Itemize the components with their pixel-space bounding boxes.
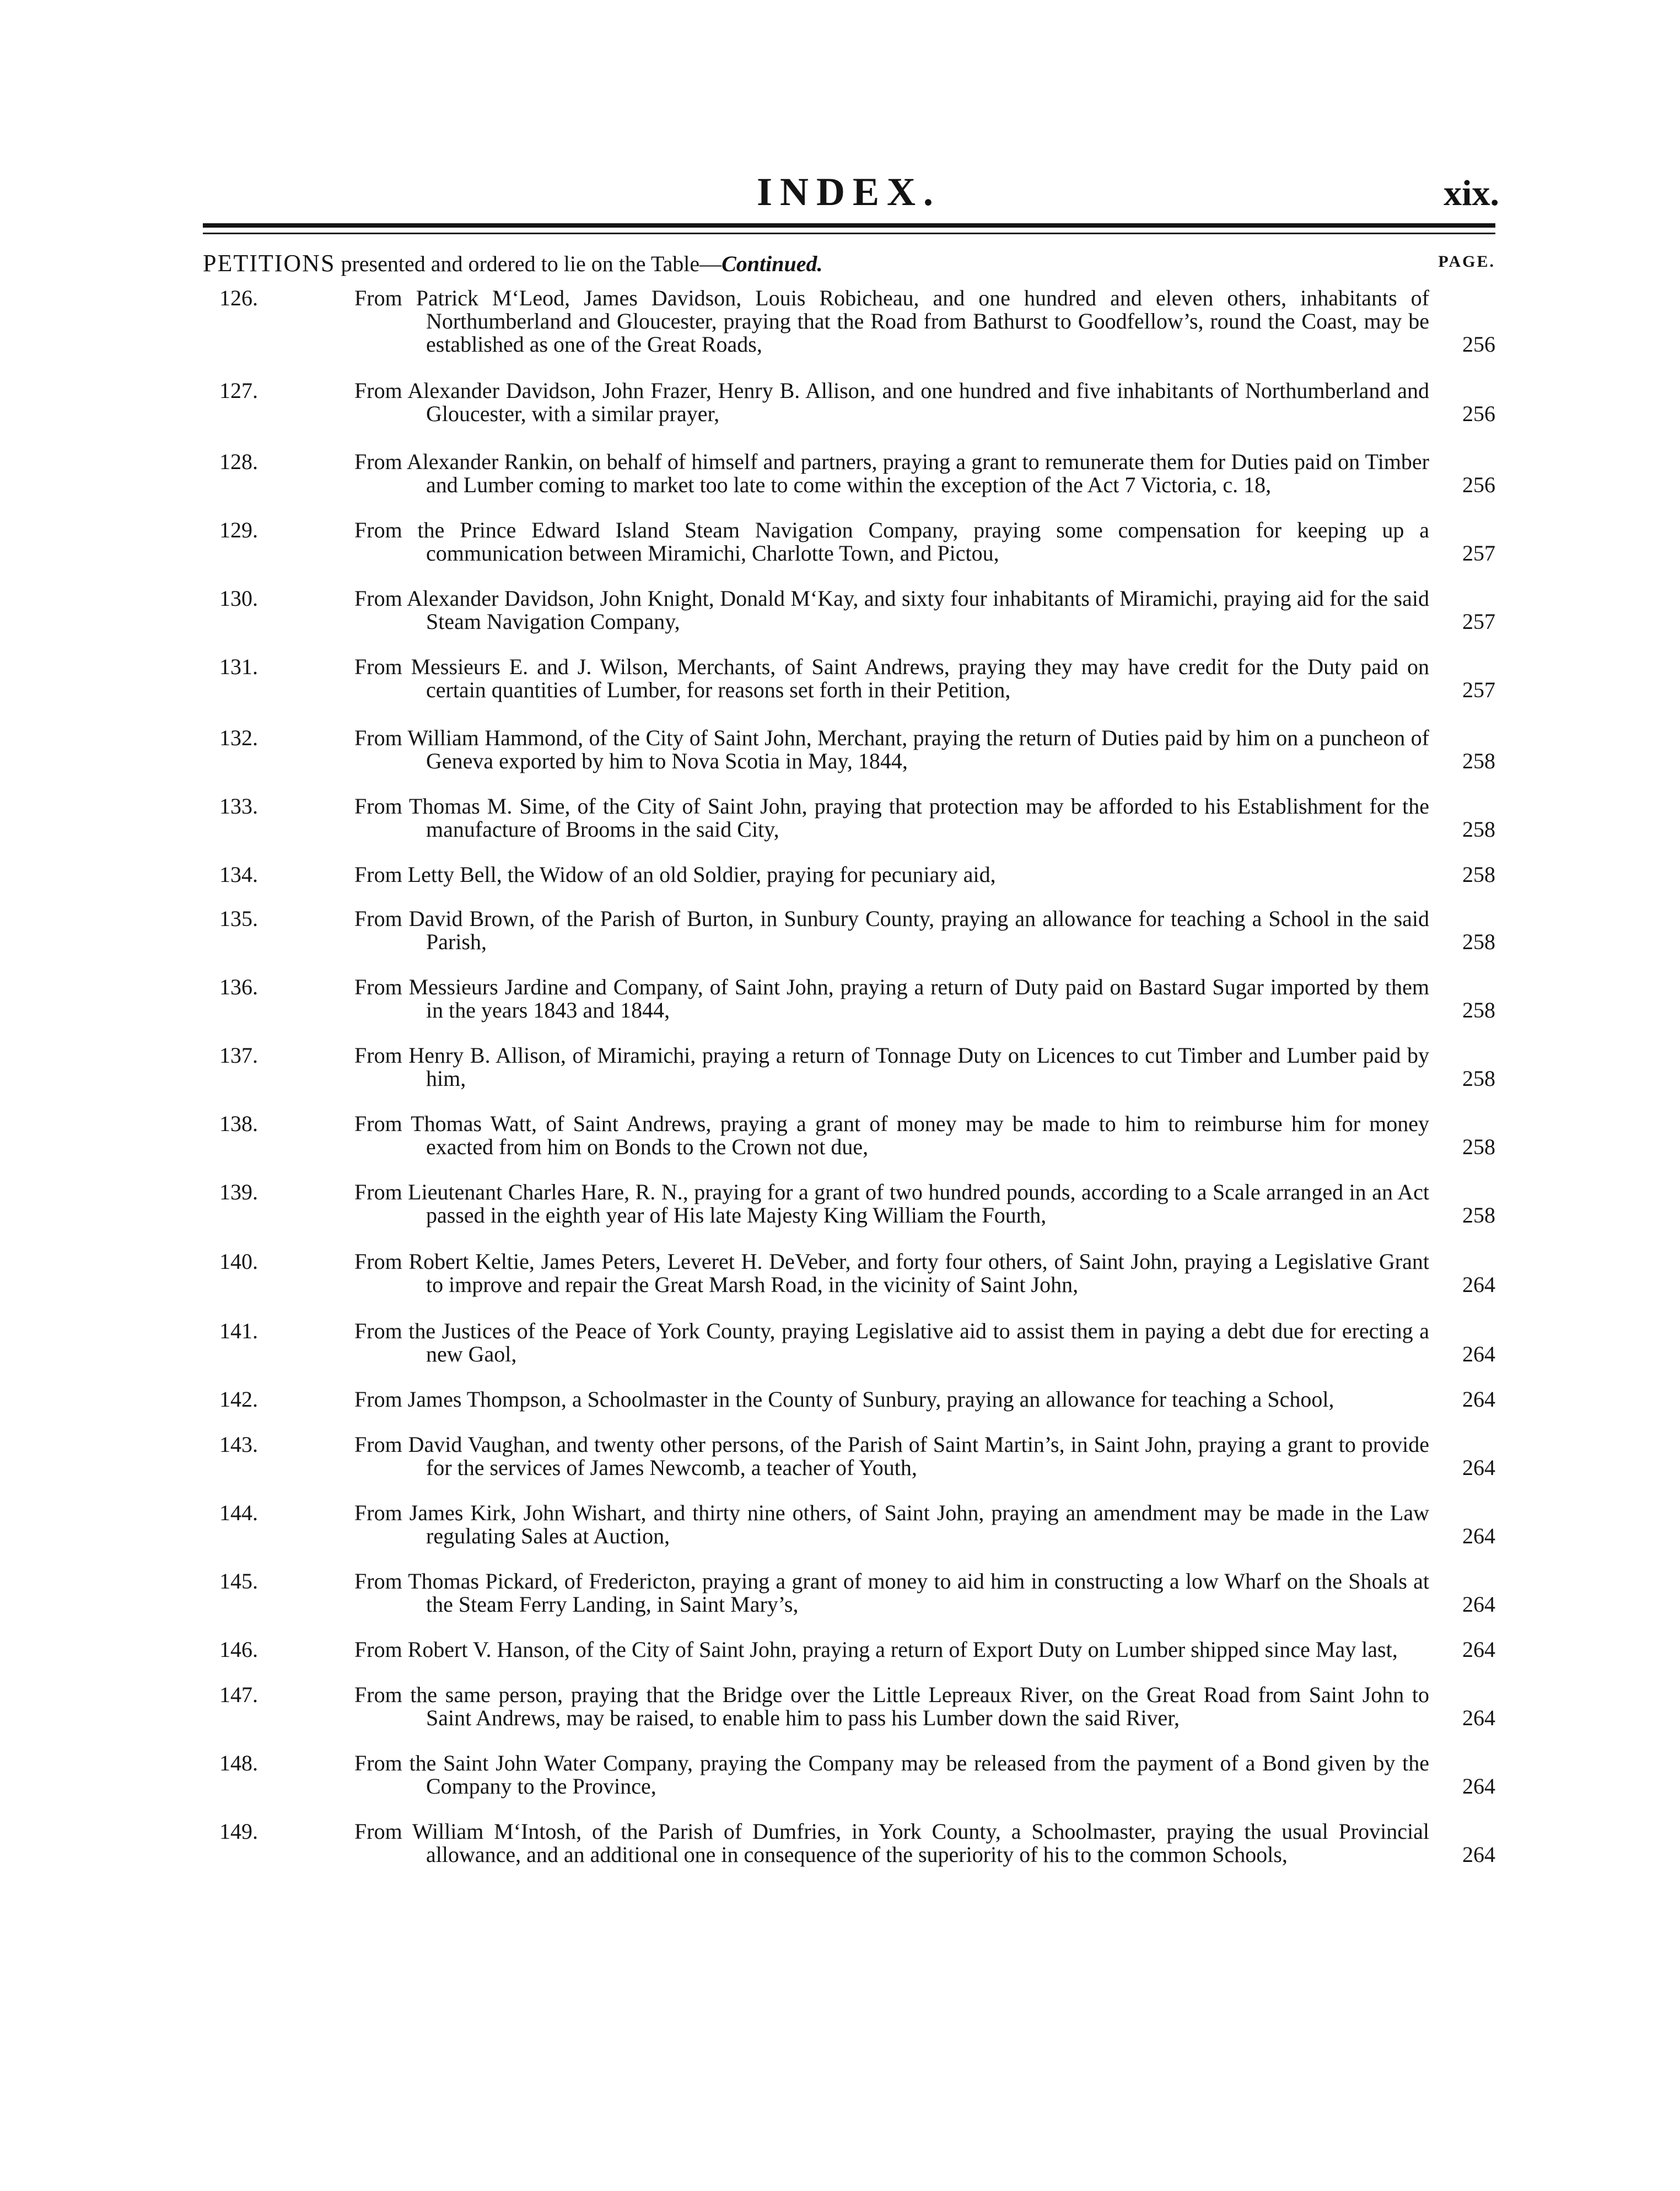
entry-text: From Robert V. Hanson, of the City of Saint John, praying a return of Export Duty on Lumber shipped since May last, xyxy=(354,1637,1398,1662)
petition-entry-136 xyxy=(203,976,1495,1022)
section-title-rest: presented and ordered to lie on the Table— xyxy=(335,251,722,276)
entry-page: 264 xyxy=(1462,1842,1495,1867)
section-heading xyxy=(203,249,1495,282)
entry-page: 258 xyxy=(1462,998,1495,1022)
entry-text: From William Hammond, of the City of Saint John, Merchant, praying the return of Duties paid by him on a puncheon of Geneva exported by him to Nova Scotia in May, 1844, xyxy=(354,725,1429,773)
section-title-caps: PETITIONS xyxy=(203,250,336,277)
header-rule-thick xyxy=(203,223,1495,228)
entry-page: 256 xyxy=(1462,332,1495,357)
entry-text: From the Prince Edward Island Steam Navigation Company, praying some compensation for keeping up a communication between Miramichi, Charlotte Town, and Pictou, xyxy=(354,518,1429,566)
entry-number: 133. xyxy=(219,794,258,819)
page-column-label: PAGE. xyxy=(1438,252,1495,271)
petition-entry-135 xyxy=(203,907,1495,954)
entry-number: 130. xyxy=(219,586,258,611)
entry-number: 149. xyxy=(219,1819,258,1844)
entry-number: 147. xyxy=(219,1682,258,1707)
entry-text: From James Thompson, a Schoolmaster in the County of Sunbury, praying an allowance for teaching a School, xyxy=(354,1387,1334,1412)
entry-number: 129. xyxy=(219,518,258,542)
entry-number: 139. xyxy=(219,1180,258,1204)
entry-page: 264 xyxy=(1462,1524,1495,1548)
entry-text: From Alexander Davidson, John Frazer, Henry B. Allison, and one hundred and five inhabitants of Northumberland and Gloucester, with a similar prayer, xyxy=(354,378,1429,426)
entry-number: 134. xyxy=(219,862,258,887)
page-header xyxy=(198,163,1499,229)
entry-number: 126. xyxy=(219,286,258,310)
petition-entry-148 xyxy=(203,1752,1495,1798)
petition-entry-126 xyxy=(203,287,1495,356)
entry-page: 264 xyxy=(1462,1455,1495,1480)
entry-number: 144. xyxy=(219,1500,258,1525)
petition-entry-146 xyxy=(203,1638,1495,1661)
entry-page: 264 xyxy=(1462,1342,1495,1366)
petition-entry-130 xyxy=(203,587,1495,633)
entry-text: From Alexander Davidson, John Knight, Donald M‘Kay, and sixty four inhabitants of Miramichi, praying aid for the said Steam Navigation Company, xyxy=(354,586,1429,634)
entry-text: From William M‘Intosh, of the Parish of Dumfries, in York County, a Schoolmaster, praying the usual Provincial allowance, and an additional one in consequence of the superiority of his to the common Schools, xyxy=(354,1819,1429,1867)
entry-text: From Thomas Pickard, of Fredericton, praying a grant of money to aid him in constructing a low Wharf on the Shoals at the Steam Ferry Landing, in Saint Mary’s, xyxy=(354,1569,1429,1617)
entry-number: 136. xyxy=(219,975,258,999)
entry-text: From Messieurs E. and J. Wilson, Merchants, of Saint Andrews, praying they may have credit for the Duty paid on certain quantities of Lumber, for reasons set forth in their Petition, xyxy=(354,654,1429,702)
entry-text: From Henry B. Allison, of Miramichi, praying a return of Tonnage Duty on Licences to cut Timber and Lumber paid by him, xyxy=(354,1043,1429,1091)
entry-text: From the same person, praying that the Bridge over the Little Lepreaux River, on the Great Road from Saint John to Saint Andrews, may be raised, to enable him to pass his Lumber down the said River, xyxy=(354,1682,1429,1730)
entry-number: 148. xyxy=(219,1751,258,1775)
petition-entry-131 xyxy=(203,655,1495,702)
petition-entry-145 xyxy=(203,1570,1495,1616)
petition-entry-142 xyxy=(203,1388,1495,1411)
entry-text: From David Vaughan, and twenty other persons, of the Parish of Saint Martin’s, in Saint John, praying a grant to provide for the services of James Newcomb, a teacher of Youth, xyxy=(354,1432,1429,1480)
petition-entry-140 xyxy=(203,1250,1495,1296)
entry-text: From Robert Keltie, James Peters, Leveret H. DeVeber, and forty four others, of Saint John, praying a Legislative Grant to improve and repair the Great Marsh Road, in the vicinity of Saint John, xyxy=(354,1249,1429,1297)
petition-entry-129 xyxy=(203,519,1495,565)
entry-page: 257 xyxy=(1462,609,1495,634)
entry-page: 264 xyxy=(1462,1705,1495,1730)
petition-entry-147 xyxy=(203,1683,1495,1730)
entry-text: From Thomas Watt, of Saint Andrews, praying a grant of money may be made to him to reimburse him for money exacted from him on Bonds to the Crown not due, xyxy=(354,1111,1429,1159)
petition-entry-128 xyxy=(203,450,1495,497)
entry-page: 258 xyxy=(1462,1134,1495,1159)
page-number: xix. xyxy=(1444,173,1499,213)
entry-text: From David Brown, of the Parish of Burton, in Sunbury County, praying an allowance for teaching a School in the said Parish, xyxy=(354,906,1429,954)
entry-page: 258 xyxy=(1462,749,1495,773)
entry-page: 258 xyxy=(1462,1203,1495,1228)
page-title: INDEX. xyxy=(756,170,941,214)
petition-entry-143 xyxy=(203,1433,1495,1479)
entry-page: 257 xyxy=(1462,541,1495,566)
entry-number: 137. xyxy=(219,1043,258,1068)
section-title xyxy=(203,249,823,277)
entry-number: 138. xyxy=(219,1111,258,1136)
header-rule-thin xyxy=(203,233,1495,234)
entry-number: 142. xyxy=(219,1387,258,1412)
entry-text: From Letty Bell, the Widow of an old Soldier, praying for pecuniary aid, xyxy=(354,862,996,887)
entry-page: 258 xyxy=(1462,817,1495,842)
petition-entry-144 xyxy=(203,1501,1495,1548)
entry-page: 257 xyxy=(1462,677,1495,702)
entry-page: 264 xyxy=(1462,1637,1495,1662)
entry-number: 131. xyxy=(219,654,258,679)
entry-number: 140. xyxy=(219,1249,258,1274)
entry-page: 264 xyxy=(1462,1592,1495,1617)
petition-entry-132 xyxy=(203,726,1495,773)
section-continued: Continued. xyxy=(721,251,823,276)
entry-number: 132. xyxy=(219,725,258,750)
entry-text: From James Kirk, John Wishart, and thirty nine others, of Saint John, praying an amendment may be made in the Law regulating Sales at Auction, xyxy=(354,1500,1429,1548)
entry-text: From the Justices of the Peace of York County, praying Legislative aid to assist them in paying a debt due for erecting a new Gaol, xyxy=(354,1318,1429,1366)
entry-number: 135. xyxy=(219,906,258,931)
petition-entry-149 xyxy=(203,1820,1495,1866)
entry-number: 145. xyxy=(219,1569,258,1594)
entry-text: From Thomas M. Sime, of the City of Saint John, praying that protection may be afforded to his Establishment for the manufacture of Brooms in the said City, xyxy=(354,794,1429,842)
petition-entry-137 xyxy=(203,1044,1495,1090)
entry-number: 128. xyxy=(219,449,258,474)
entry-number: 143. xyxy=(219,1432,258,1457)
petition-entry-127 xyxy=(203,379,1495,426)
entry-page: 258 xyxy=(1462,862,1495,887)
petition-list xyxy=(203,287,1495,1866)
entry-number: 127. xyxy=(219,378,258,403)
entry-text: From Lieutenant Charles Hare, R. N., praying for a grant of two hundred pounds, according to a Scale arranged in an Act passed in the eighth year of His late Majesty King William the Fourth, xyxy=(354,1180,1429,1228)
petition-entry-139 xyxy=(203,1181,1495,1227)
entry-page: 264 xyxy=(1462,1774,1495,1799)
entry-number: 141. xyxy=(219,1318,258,1343)
petition-entry-133 xyxy=(203,795,1495,841)
petition-entry-134 xyxy=(203,863,1495,886)
entry-page: 256 xyxy=(1462,472,1495,497)
petition-entry-141 xyxy=(203,1320,1495,1366)
entry-page: 264 xyxy=(1462,1387,1495,1412)
petition-entry-138 xyxy=(203,1112,1495,1159)
entry-page: 264 xyxy=(1462,1272,1495,1297)
entry-text: From the Saint John Water Company, praying the Company may be released from the payment of a Bond given by the Company to the Province, xyxy=(354,1751,1429,1799)
entry-text: From Alexander Rankin, on behalf of himself and partners, praying a grant to remunerate them for Duties paid on Timber and Lumber coming to market too late to come within the exception of the Act 7 Victoria, c. 18, xyxy=(354,449,1429,497)
entry-text: From Patrick M‘Leod, James Davidson, Louis Robicheau, and one hundred and eleven others, inhabitants of Northumberland and Gloucester, praying that the Road from Bathurst to Goodfellow’s, round the Coast, may be established as one of the Great Roads, xyxy=(354,286,1429,357)
entry-page: 256 xyxy=(1462,401,1495,426)
entry-page: 258 xyxy=(1462,1066,1495,1091)
entry-page: 258 xyxy=(1462,929,1495,954)
entry-number: 146. xyxy=(219,1637,258,1662)
entry-text: From Messieurs Jardine and Company, of Saint John, praying a return of Duty paid on Bastard Sugar imported by them in the years 1843 and 1844, xyxy=(354,975,1429,1022)
